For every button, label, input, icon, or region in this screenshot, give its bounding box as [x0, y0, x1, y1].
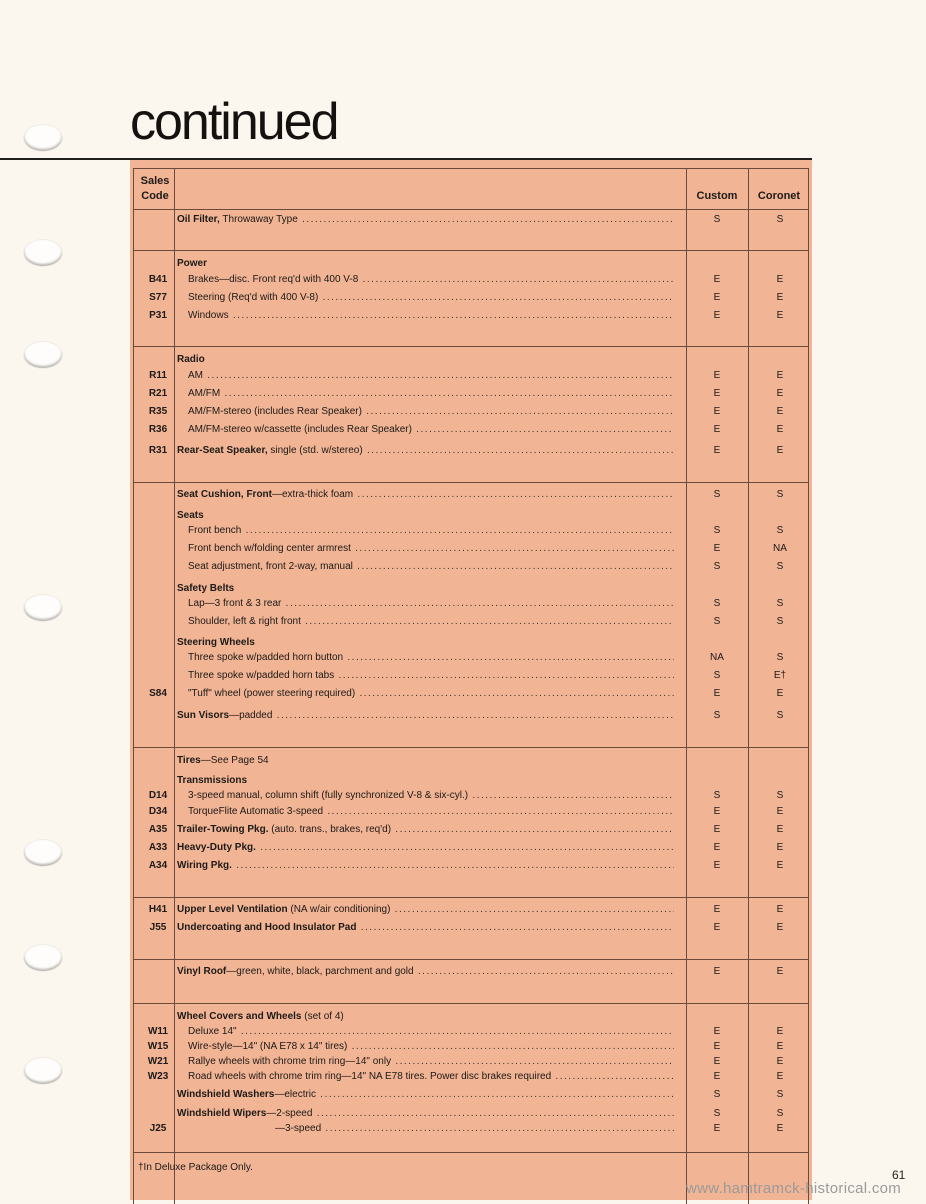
coronet-availability: S [776, 489, 784, 500]
custom-availability: S [713, 616, 721, 627]
table-row [130, 1120, 812, 1138]
option-label [177, 752, 674, 770]
option-label [188, 289, 674, 307]
coronet-availability: E [776, 310, 784, 321]
section-divider [133, 209, 809, 210]
table-row [130, 685, 812, 703]
sales-code: A33 [148, 842, 168, 853]
coronet-availability: E [776, 445, 784, 456]
custom-availability: E [713, 292, 721, 303]
option-label [177, 963, 674, 981]
page-number: 61 [892, 1168, 906, 1182]
option-detail: —See Page 54 [200, 755, 269, 766]
option-name: Sun Visors [177, 710, 230, 721]
option-detail: (NA w/air conditioning) [287, 904, 391, 915]
sales-code: D34 [148, 806, 168, 817]
table-row [130, 540, 812, 558]
option-name: Seats [177, 510, 204, 521]
coronet-availability: S [776, 598, 784, 609]
binder-hole-2 [24, 240, 62, 266]
table-row [130, 486, 812, 504]
option-name: Vinyl Roof [177, 966, 227, 977]
custom-availability: S [713, 710, 721, 721]
custom-availability: E [713, 310, 721, 321]
option-name: Rallye wheels with chrome trim ring—14" only [188, 1056, 392, 1067]
custom-availability: S [713, 214, 721, 225]
sales-code: R31 [148, 445, 168, 456]
table-row [130, 367, 812, 385]
custom-availability: E [713, 922, 721, 933]
page-title: continued [130, 93, 338, 151]
option-name: Brakes—disc. Front req'd with 400 V-8 [188, 274, 359, 285]
option-detail: (set of 4) [301, 1011, 344, 1022]
custom-availability: E [713, 543, 721, 554]
custom-availability: S [713, 489, 721, 500]
coronet-availability: E [776, 1026, 784, 1037]
coronet-availability: S [776, 1089, 784, 1100]
option-label [188, 385, 674, 403]
option-label [188, 307, 674, 325]
custom-availability: E [713, 1123, 721, 1134]
option-name: Steering (Req'd with 400 V-8) [188, 292, 319, 303]
option-name: Deluxe 14" [188, 1026, 237, 1037]
option-name: Heavy-Duty Pkg. [177, 842, 256, 853]
section-divider [133, 1003, 809, 1004]
table-row [130, 289, 812, 307]
option-detail: single (std. w/stereo) [267, 445, 363, 456]
custom-availability: E [713, 1026, 721, 1037]
coronet-availability: S [776, 710, 784, 721]
sales-code: A35 [148, 824, 168, 835]
option-name: Shoulder, left & right front [188, 616, 301, 627]
sales-code: J55 [149, 922, 167, 933]
option-label [177, 1086, 674, 1104]
option-label [188, 540, 674, 558]
custom-availability: S [713, 790, 721, 801]
sales-code: W15 [147, 1041, 169, 1052]
table-row [130, 803, 812, 821]
binder-hole-6 [24, 945, 62, 971]
option-label [177, 211, 674, 229]
custom-availability: E [713, 824, 721, 835]
sales-code: R36 [148, 424, 168, 435]
custom-availability: E [713, 1041, 721, 1052]
option-name: Rear-Seat Speaker, [177, 445, 268, 456]
option-name: Power [177, 258, 208, 269]
option-name: 3-speed manual, column shift (fully synchronized V-8 & six-cyl.) [188, 790, 469, 801]
option-name: Undercoating and Hood Insulator Pad [177, 922, 357, 933]
option-name: "Tuff" wheel (power steering required) [188, 688, 356, 699]
table-row [130, 649, 812, 667]
option-detail: —2-speed [266, 1108, 313, 1119]
option-name: AM/FM-stereo (includes Rear Speaker) [188, 406, 362, 417]
header-coronet: Coronet [757, 190, 801, 202]
option-label [177, 486, 674, 504]
table-row [130, 1068, 812, 1086]
table-row [130, 271, 812, 289]
table-row [130, 421, 812, 439]
option-name: Oil Filter, [177, 214, 220, 225]
custom-availability: S [713, 670, 721, 681]
custom-availability: E [713, 806, 721, 817]
coronet-availability: E [776, 1071, 784, 1082]
options-table [130, 160, 812, 1200]
option-name: Road wheels with chrome trim ring—14" NA E78 tires. Power disc brakes required [188, 1071, 552, 1082]
option-detail: —padded [229, 710, 273, 721]
option-detail: —electric [274, 1089, 317, 1100]
table-row [130, 752, 812, 770]
option-label [188, 271, 674, 289]
table-row [130, 211, 812, 229]
sales-code: J25 [149, 1123, 167, 1134]
custom-availability: E [713, 688, 721, 699]
option-name: Windshield Washers [177, 1089, 275, 1100]
sales-code: W11 [147, 1026, 168, 1037]
coronet-availability: S [776, 1108, 784, 1119]
coronet-availability: E† [773, 670, 787, 681]
option-label [188, 803, 674, 821]
option-label [177, 919, 674, 937]
custom-availability: S [713, 1108, 721, 1119]
custom-availability: S [713, 561, 721, 572]
option-name: TorqueFlite Automatic 3-speed [188, 806, 324, 817]
header-sales-code: Sales Code [140, 175, 170, 202]
coronet-availability: E [776, 406, 784, 417]
option-name: Tires [177, 755, 201, 766]
table-row [130, 707, 812, 725]
option-name: Steering Wheels [177, 637, 255, 648]
option-label [188, 685, 674, 703]
option-label [177, 442, 674, 460]
table-row [130, 667, 812, 685]
sales-code: B41 [148, 274, 168, 285]
option-label [275, 1120, 674, 1138]
coronet-availability: E [776, 1041, 784, 1052]
custom-availability: E [713, 274, 721, 285]
coronet-availability: S [776, 561, 784, 572]
table-row [130, 613, 812, 631]
coronet-availability: E [776, 274, 784, 285]
option-name: Windows [188, 310, 229, 321]
option-name: Transmissions [177, 775, 248, 786]
custom-availability: E [713, 445, 721, 456]
sales-code: R11 [149, 370, 167, 381]
option-name: Wheel Covers and Wheels [177, 1011, 302, 1022]
coronet-availability: E [776, 904, 784, 915]
section-divider [133, 250, 809, 251]
table-row [130, 558, 812, 576]
option-label [188, 558, 674, 576]
sales-code: R21 [148, 388, 168, 399]
option-detail: Throwaway Type [219, 214, 298, 225]
custom-availability: E [713, 424, 721, 435]
custom-availability: S [713, 598, 721, 609]
binder-hole-4 [24, 595, 62, 621]
option-label [177, 857, 674, 875]
table-row [130, 839, 812, 857]
table-row [130, 821, 812, 839]
sales-code: W23 [147, 1071, 169, 1082]
coronet-availability: E [776, 806, 784, 817]
option-detail: (auto. trans., brakes, req'd) [268, 824, 392, 835]
table-row [130, 307, 812, 325]
table-row [130, 522, 812, 540]
section-divider [133, 897, 809, 898]
option-name: Upper Level Ventilation [177, 904, 288, 915]
coronet-availability: E [776, 388, 784, 399]
table-row [130, 442, 812, 460]
table-row [130, 963, 812, 981]
option-name: Front bench w/folding center armrest [188, 543, 351, 554]
table-row [130, 385, 812, 403]
option-label [188, 595, 674, 613]
option-label [188, 1068, 674, 1086]
section-divider [133, 959, 809, 960]
coronet-availability: E [776, 688, 784, 699]
option-name: Three spoke w/padded horn tabs [188, 670, 335, 681]
table-row [130, 919, 812, 937]
custom-availability: NA [710, 652, 724, 663]
custom-availability: E [713, 388, 721, 399]
option-name: —3-speed [275, 1123, 322, 1134]
option-name: Windshield Wipers [177, 1108, 267, 1119]
option-label [177, 839, 674, 857]
binder-hole-7 [24, 1058, 62, 1084]
custom-availability: E [713, 966, 721, 977]
custom-availability: E [713, 860, 721, 871]
option-detail: —green, white, black, parchment and gold [226, 966, 414, 977]
coronet-availability: S [776, 616, 784, 627]
coronet-availability: S [776, 790, 784, 801]
sales-code: H41 [148, 904, 168, 915]
custom-availability: S [713, 1089, 721, 1100]
coronet-availability: NA [773, 543, 787, 554]
option-name: AM/FM [188, 388, 221, 399]
option-name: Front bench [188, 525, 242, 536]
option-name: Trailer-Towing Pkg. [177, 824, 269, 835]
custom-availability: S [713, 525, 721, 536]
header-custom: Custom [696, 190, 738, 202]
binder-hole-5 [24, 840, 62, 866]
option-label [188, 367, 674, 385]
coronet-availability: E [776, 424, 784, 435]
option-label [177, 821, 674, 839]
table-row [130, 901, 812, 919]
option-name: Seat adjustment, front 2-way, manual [188, 561, 353, 572]
option-label [188, 649, 674, 667]
option-name: AM/FM-stereo w/cassette (includes Rear Speaker) [188, 424, 412, 435]
footnote: †In Deluxe Package Only. [138, 1162, 253, 1173]
option-name: Three spoke w/padded horn button [188, 652, 344, 663]
custom-availability: E [713, 406, 721, 417]
coronet-availability: E [776, 292, 784, 303]
option-name: Seat Cushion, Front [177, 489, 272, 500]
option-label [188, 522, 674, 540]
option-name: Radio [177, 354, 205, 365]
option-name: Wiring Pkg. [177, 860, 232, 871]
option-name: Wire-style—14" (NA E78 x 14" tires) [188, 1041, 348, 1052]
option-label [177, 901, 674, 919]
custom-availability: E [713, 904, 721, 915]
sales-code: D14 [148, 790, 168, 801]
coronet-availability: E [776, 922, 784, 933]
sales-code: R35 [148, 406, 168, 417]
sales-code: W21 [147, 1056, 169, 1067]
section-divider [133, 482, 809, 483]
section-divider [133, 1152, 809, 1153]
table-row [130, 403, 812, 421]
option-label [188, 667, 674, 685]
option-label [188, 613, 674, 631]
coronet-availability: E [776, 842, 784, 853]
custom-availability: E [713, 1056, 721, 1067]
section-divider [133, 346, 809, 347]
coronet-availability: E [776, 1056, 784, 1067]
sales-code: A34 [148, 860, 168, 871]
coronet-availability: E [776, 966, 784, 977]
coronet-availability: S [776, 525, 784, 536]
option-detail: —extra-thick foam [272, 489, 354, 500]
option-label [177, 707, 674, 725]
custom-availability: E [713, 1071, 721, 1082]
coronet-availability: E [776, 824, 784, 835]
option-name: Safety Belts [177, 583, 235, 594]
coronet-availability: E [776, 1123, 784, 1134]
option-label [188, 403, 674, 421]
sales-code: S77 [149, 292, 167, 303]
table-row [130, 857, 812, 875]
custom-availability: E [713, 370, 721, 381]
table-row [130, 1086, 812, 1104]
sales-code: P31 [149, 310, 167, 321]
coronet-availability: E [776, 370, 784, 381]
table-row [130, 595, 812, 613]
option-name: AM [188, 370, 203, 381]
binder-hole-1 [24, 125, 62, 151]
custom-availability: E [713, 842, 721, 853]
option-label [188, 421, 674, 439]
coronet-availability: E [776, 860, 784, 871]
option-name: Lap—3 front & 3 rear [188, 598, 282, 609]
binder-hole-3 [24, 342, 62, 368]
section-divider [133, 747, 809, 748]
watermark-text: www.hamtramck-historical.com [686, 1180, 902, 1197]
sales-code: S84 [149, 688, 167, 699]
coronet-availability: S [776, 214, 784, 225]
coronet-availability: S [776, 652, 784, 663]
